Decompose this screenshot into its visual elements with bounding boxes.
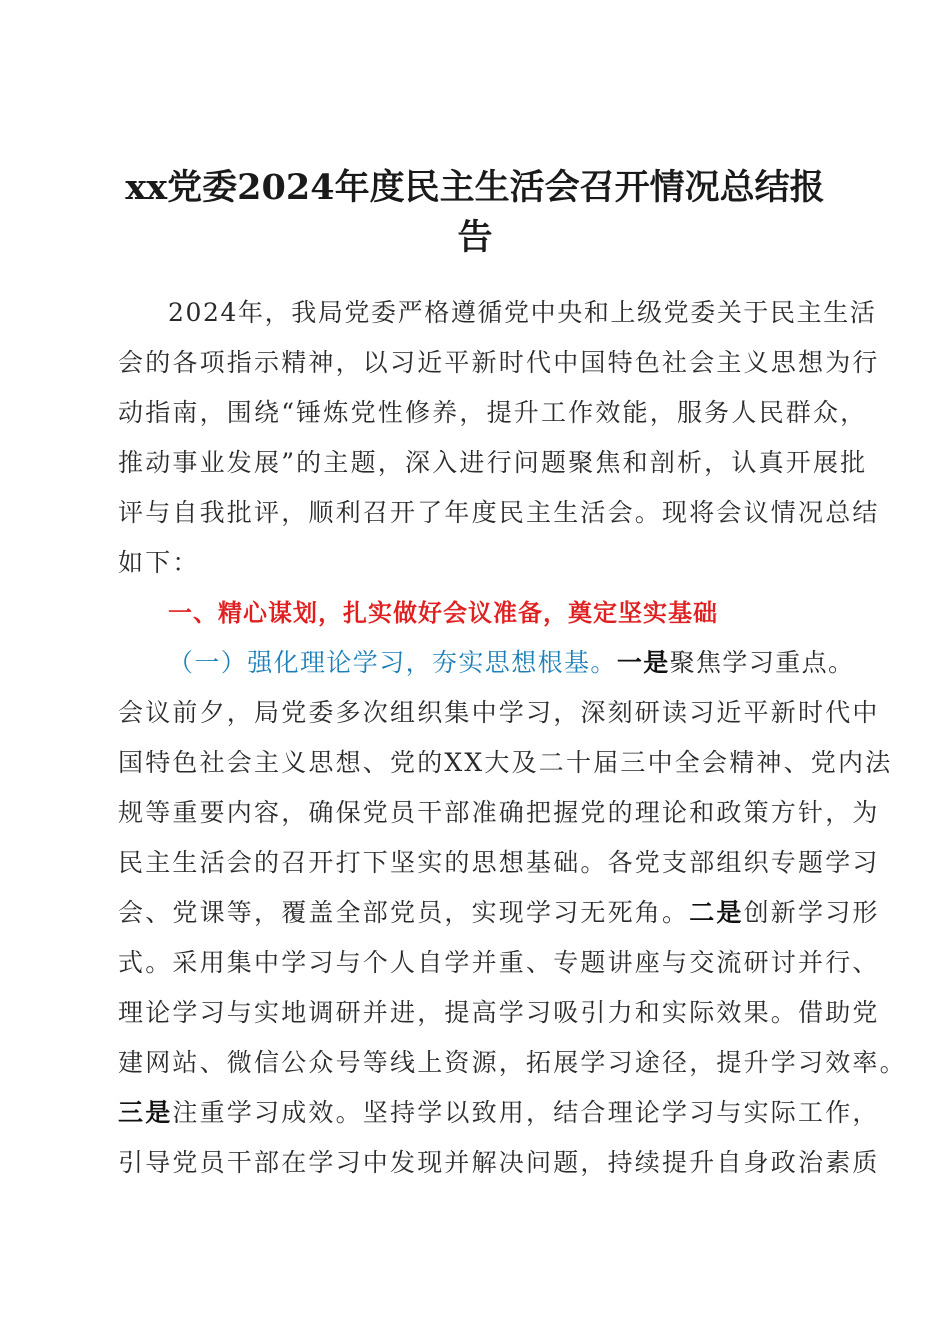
body-line-4: 民主生活会的召开打下坚实的思想基础。各党支部组织专题学习	[118, 848, 880, 877]
section-heading-1: 一、精心谋划，扎实做好会议准备，奠定坚实基础	[168, 599, 718, 627]
marker-first: 一是	[616, 648, 670, 677]
body-line-9-after: 注重学习成效。坚持学以致用，结合理论学习与实际工作，	[172, 1098, 880, 1127]
subsection-heading-1: （一）强化理论学习，夯实思想根基。	[168, 648, 617, 677]
intro-line-5: 评与自我批评，顺利召开了年度民主生活会。现将会议情况总结	[118, 498, 880, 527]
body-line-5	[118, 896, 880, 930]
intro-line-6: 如下：	[118, 548, 200, 577]
body-line-5-after: 创新学习形	[743, 898, 880, 927]
body-line-5-before: 会、党课等，覆盖全部党员，实现学习无死角。	[118, 898, 690, 927]
intro-line-2: 会的各项指示精神，以习近平新时代中国特色社会主义思想为行	[118, 348, 880, 377]
subsection-first-rest: 聚焦学习重点。	[669, 648, 855, 677]
document-title-line-2: 告	[457, 217, 493, 258]
intro-line-1: 2024年，我局党委严格遵循党中央和上级党委关于民主生活	[168, 298, 877, 327]
body-line-2: 国特色社会主义思想、党的XX大及二十届三中全会精神、党内法	[118, 748, 893, 777]
body-line-8: 建网站、微信公众号等线上资源，拓展学习途径，提升学习效率。	[118, 1048, 907, 1077]
marker-third: 三是	[118, 1098, 173, 1127]
body-line-6: 式。采用集中学习与个人自学并重、专题讲座与交流研讨并行、	[118, 948, 880, 977]
intro-line-4: 推动事业发展”的主题，深入进行问题聚焦和剖析，认真开展批	[118, 448, 868, 477]
body-line-3: 规等重要内容，确保党员干部准确把握党的理论和政策方针，为	[118, 798, 880, 827]
document-title-line-1: xx党委2024年度民主生活会召开情况总结报	[125, 167, 825, 208]
body-line-7: 理论学习与实地调研并进，提高学习吸引力和实际效果。借助党	[118, 998, 880, 1027]
body-line-9	[118, 1096, 880, 1130]
subsection-heading-line	[168, 646, 855, 680]
body-line-1: 会议前夕，局党委多次组织集中学习，深刻研读习近平新时代中	[118, 698, 880, 727]
marker-second: 二是	[689, 898, 744, 927]
body-line-10: 引导党员干部在学习中发现并解决问题，持续提升自身政治素质	[118, 1148, 880, 1177]
intro-line-3: 动指南，围绕“锤炼党性修养，提升工作效能，服务人民群众，	[118, 398, 868, 427]
